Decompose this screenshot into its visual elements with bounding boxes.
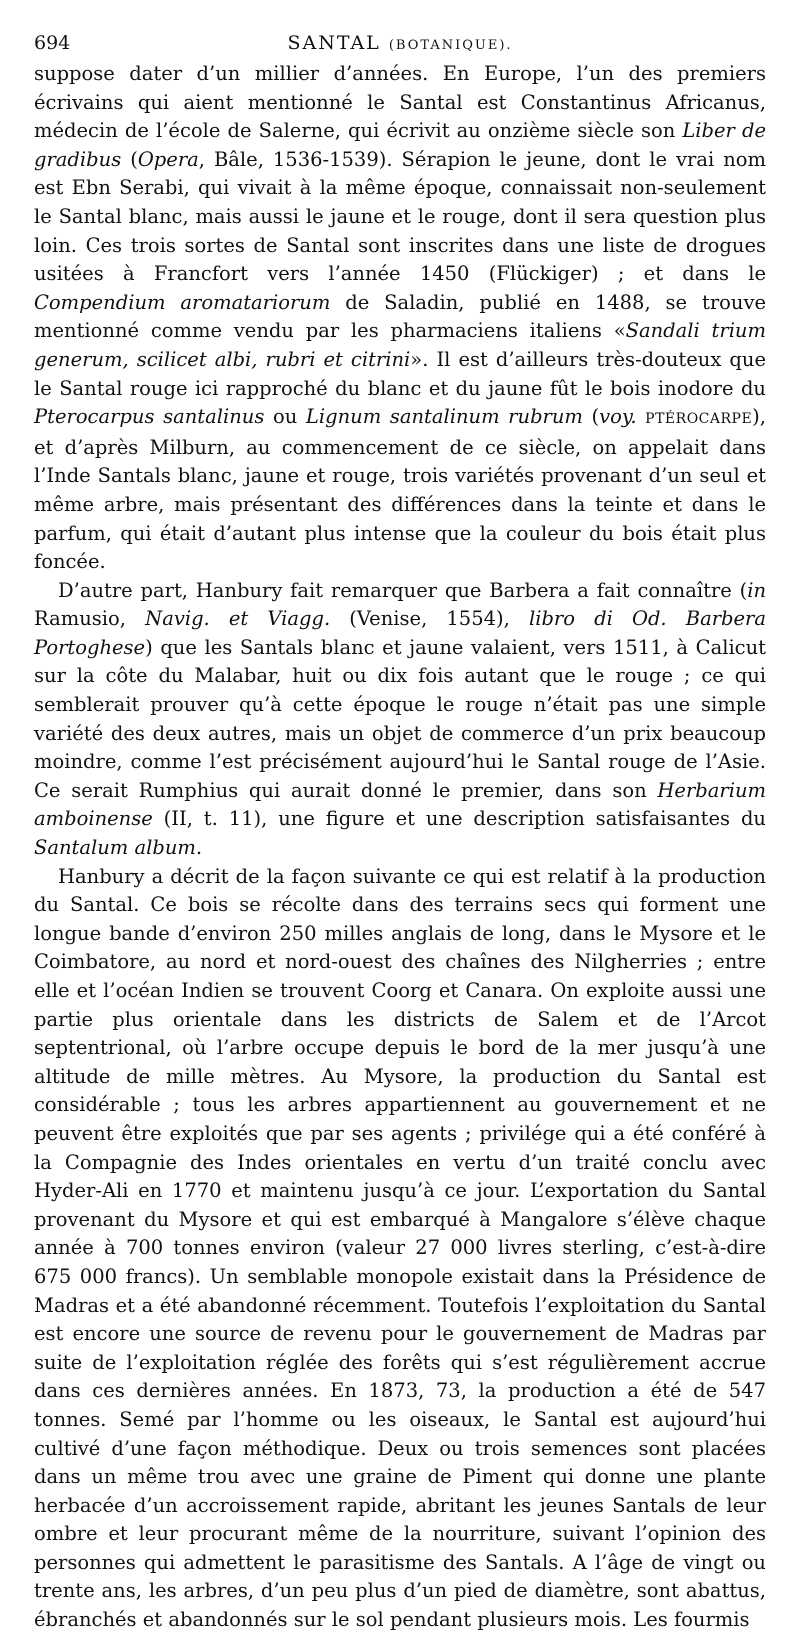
document-page	[34, 26, 766, 1635]
text-run: (II, t. 11), une figure et une description satisfaisantes du	[152, 807, 766, 831]
italic-text: Navig. et Viagg.	[145, 607, 331, 631]
text-run: (Venise, 1554),	[330, 607, 529, 631]
italic-text: Herbarium amboinense	[34, 778, 766, 831]
text-run: ), et d’après Milburn, au commencement de ce siècle, on appelait dans l’Inde Santals blanc, jaune et rouge, trois variétés provenant d’un seul et même arbre, mais présentant des différences dans la teinte et dans le parfum, qui était d’autant plus intense que la couleur du bois était plus foncée.	[34, 405, 766, 574]
italic-text: Compendium aromatariorum	[34, 290, 331, 314]
italic-text: libro di Od. Barbera Portoghese	[34, 607, 767, 659]
italic-text: voy.	[599, 405, 637, 429]
text-run: ou	[264, 405, 306, 429]
text-run: .	[195, 836, 203, 860]
text-run: (	[121, 147, 138, 171]
text-run: D’autre part, Hanbury fait remarquer que Barbera a fait connaître (	[58, 578, 748, 602]
italic-text: Liber de gradibus	[34, 119, 766, 171]
italic-text: in	[747, 578, 766, 602]
italic-text: Santalum album	[34, 836, 196, 860]
running-subtitle: (BOTANIQUE).	[388, 38, 513, 53]
text-run: Ramusio,	[34, 607, 146, 631]
page-header	[34, 26, 766, 60]
smallcaps-text: PTÉROCARPE	[645, 411, 753, 428]
text-run: , Bâle, 1536-1539). Sérapion le jeune, dont le vrai nom est Ebn Serabi, qui vivait à la même époque, connaissait non-seulement le Santal blanc, mais aussi le jaune et le rouge, dont il sera question plus loin. Ces trois sortes de Santal sont inscrites dans une liste de drogues usitées à Francfort vers l’année 1450 (Flückiger) ; et dans le	[34, 147, 766, 286]
text-run: (	[582, 405, 600, 429]
text-run: suppose dater d’un millier d’années. En Europe, l’un des premiers écrivains qui aient mentionné le Santal est Constantinus Africanus, médecin de l’école de Salerne, qui écrivit au onzième siècle son	[34, 62, 766, 143]
text-run: de Saladin, publié en 1488, se trouve mentionné comme vendu par les pharmaciens italiens «	[34, 290, 766, 343]
italic-text: Pterocarpus santalinus	[34, 405, 265, 429]
running-head	[34, 32, 766, 54]
text-run: ». Il est d’ailleurs très-douteux que le Santal rouge ici rapproché du blanc et du jaune fût le bois inodore du	[34, 347, 766, 400]
italic-text: Sandali trium generum, scilicet albi, rubri et citrini	[34, 319, 766, 371]
text-run: Hanbury a décrit de la façon suivante ce qui est relatif à la production du Santal. Ce bois se récolte dans des terrains secs qui forment une longue bande d’environ 250 milles anglais de long, dans le Mysore et le Coimbatore, au nord et nord-ouest des chaînes des Nilgherries ; entre elle et l’océan Indien se trouvent Coorg et Canara. On exploite aussi une partie plus orientale dans les districts de Salem et de l’Arcot septentrional, où l’arbre occupe depuis le bord de la mer jusqu’à une altitude de mille mètres. Au Mysore, la production du Santal est considérable ; tous les arbres appartiennent au gouvernement et ne peuvent être exploités que par ses agents ; privilége qui a été conféré à la Compagnie des Indes orientales en vertu d’un traité conclu avec Hyder-Ali en 1770 et maintenu jusqu’à ce jour. L’exportation du Santal provenant du Mysore et qui est embarqué à Mangalore s’élève chaque année à 700 tonnes environ (valeur 27 000 livres sterling, c’est-à-dire 675 000 francs). Un semblable monopole existait dans la Présidence de Madras et a été abandonné récemment. Toutefois l’exploitation du Santal est encore une source de revenu pour le gouvernement de Madras par suite de l’exploitation réglée des forêts qui s’est régulièrement accrue dans ces dernières années. En 1873, 73, la production a été de 547 tonnes. Semé par l’homme ou les oiseaux, le Santal est aujourd’hui cultivé d’une façon méthodique. Deux ou trois semences sont placées dans un même trou avec une graine de Piment qui donne une plante herbacée d’un accroissement rapide, abritant les jeunes Santals de leur ombre et leur procurant même de la nourriture, suivant l’opinion des personnes qui admettent le parasitisme des Santals. A l’âge de vingt ou trente ans, les arbres, d’un peu plus d’un pied de diamètre, sont abattus, ébranchés et abandonnés sur le sol pendant plusieurs mois. Les fourmis	[34, 864, 766, 1632]
text-run	[637, 405, 646, 428]
italic-text: Opera	[137, 147, 199, 171]
paragraph	[34, 60, 766, 577]
paragraph	[34, 863, 766, 1635]
running-title: SANTAL	[287, 32, 381, 54]
text-run: ) que les Santals blanc et jaune valaient, vers 1511, à Calicut sur la côte du Malabar, huit ou dix fois autant que le rouge ; ce qui semblerait prouver qu’à cette époque le rouge n’était pas une simple variété des deux autres, mais un objet de commerce d’un prix beaucoup moindre, comme l’est précisément aujourd’hui le Santal rouge de l’Asie. Ce serait Rumphius qui aurait donné le premier, dans son	[34, 635, 766, 802]
page-number: 694	[34, 32, 71, 54]
italic-text: Lignum santalinum rubrum	[305, 405, 583, 429]
paragraph	[34, 577, 766, 863]
body-text	[34, 60, 766, 1635]
